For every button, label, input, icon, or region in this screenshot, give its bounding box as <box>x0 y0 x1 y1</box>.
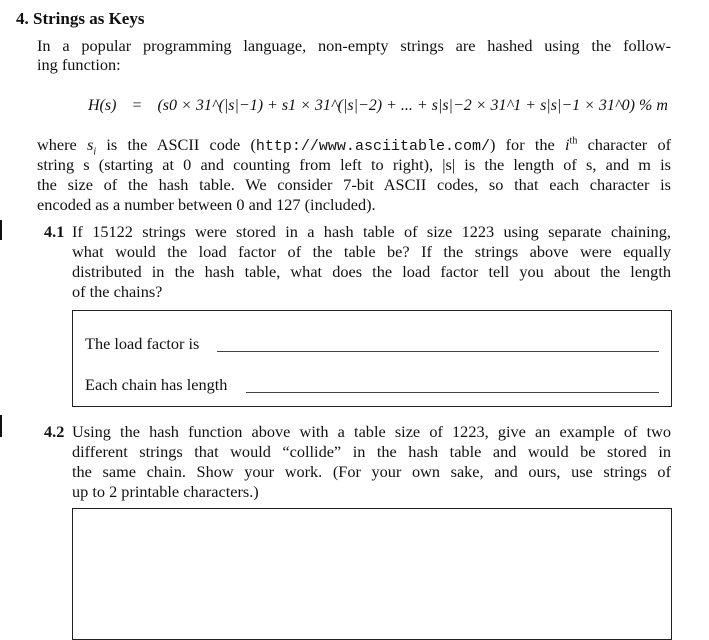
chain-length-blank[interactable] <box>246 392 659 393</box>
formula-equals: = <box>132 97 142 114</box>
formula-rhs: (s0 × 31^(|s|−1) + s1 × 31^(|s|−2) + ... + s|s|−2 × 31^1 + s|s|−1 × 31^0) % m <box>157 97 668 114</box>
answer-box-2[interactable] <box>72 508 672 640</box>
intro-line: In a popular programming language, non-empty strings are hashed using the follow- <box>37 36 671 55</box>
answer-box-1[interactable] <box>72 310 672 407</box>
section-heading: 4. Strings as Keys <box>16 9 145 28</box>
change-bar <box>0 220 2 240</box>
question-number: 4.2 <box>44 422 65 441</box>
chain-length-label: Each chain has length <box>85 375 228 394</box>
formula-lhs: H(s) <box>88 97 117 114</box>
ascii-url: http://www.asciitable.com/ <box>255 138 490 155</box>
where-line: the size of the hash table. We consider 7-bit ASCII codes, so that each character is <box>37 175 671 194</box>
question-line: distributed in the hash table, what does the load factor tell you about the length <box>72 262 671 281</box>
question-line: Using the hash function above with a table size of 1223, give an example of two <box>72 422 671 441</box>
change-bar <box>0 415 2 437</box>
where-line: where $s_i$ is the ASCII code (http://www.asciitable.com/) for the $i^{th}$ character of <box>37 135 672 158</box>
intro-line: ing function: <box>37 55 121 74</box>
load-factor-blank[interactable] <box>217 351 659 352</box>
question-line: different strings that would “collide” in the hash table and would be stored in <box>72 442 671 461</box>
question-line: up to 2 printable characters.) <box>72 482 259 501</box>
question-number: 4.1 <box>44 222 65 241</box>
load-factor-label: The load factor is <box>85 334 200 353</box>
where-line: encoded as a number between 0 and 127 (included). <box>37 195 376 214</box>
where-line: string s (starting at 0 and counting from left to right), |s| is the length of s, and m is <box>37 155 671 174</box>
question-line: If 15122 strings were stored in a hash table of size 1223 using separate chaining, <box>72 222 671 241</box>
question-line: what would the load factor of the table be? If the strings above were equally <box>72 242 671 261</box>
question-line: the same chain. Show your work. (For your own sake, and ours, use strings of <box>72 462 671 481</box>
hash-formula <box>88 96 668 116</box>
question-line: of the chains? <box>72 282 163 301</box>
